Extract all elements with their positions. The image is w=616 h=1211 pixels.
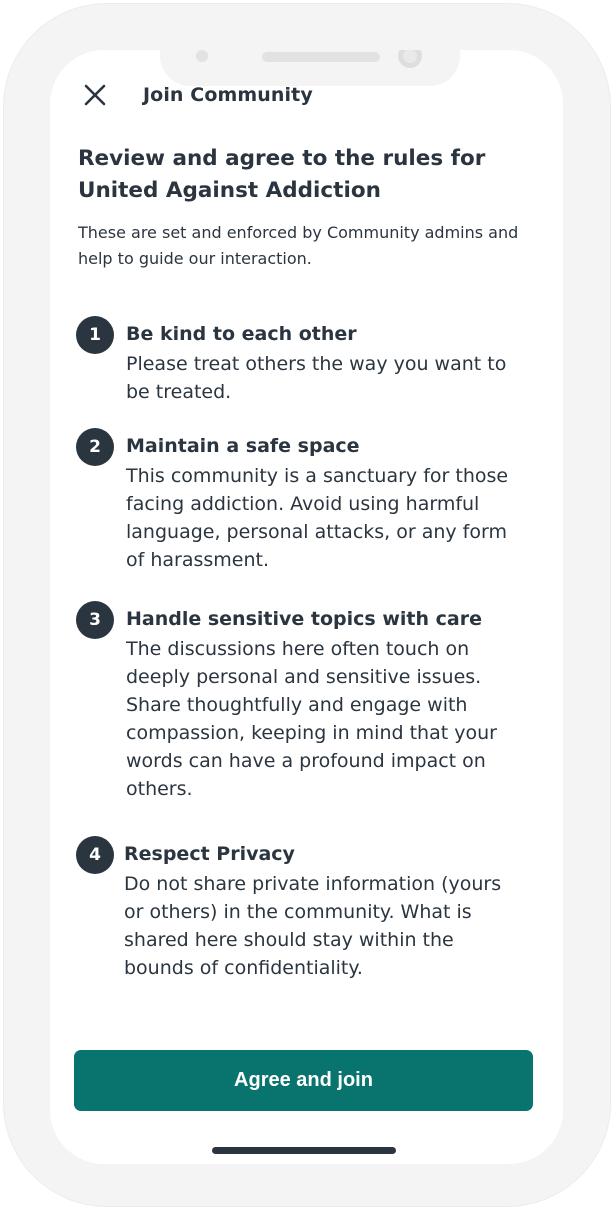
rule-description: Do not share private information (yours or others) in the community. What is shared here should stay within the bounds of confidentiality. [124, 873, 502, 979]
top-bar [80, 78, 313, 112]
rule-description: The discussions here often touch on deeply personal and sensitive issues. Share thoughtfully and engage with compassion, keeping in mind that your words can have a profound impact on others. [126, 638, 497, 800]
rule-title: Maintain a safe space [126, 435, 360, 457]
home-indicator[interactable] [212, 1147, 396, 1154]
rule-title: Be kind to each other [126, 323, 357, 345]
rule-description: Please treat others the way you want to be treated. [126, 353, 507, 403]
rule-number-badge: 4 [76, 836, 114, 874]
rule-title: Respect Privacy [124, 843, 295, 865]
speaker-grille [262, 52, 380, 62]
rule-number-badge: 3 [76, 601, 114, 639]
close-button[interactable] [80, 80, 110, 110]
sensor-dot [196, 50, 208, 62]
rule-title: Handle sensitive topics with care [126, 608, 482, 630]
rules-subtext: These are set and enforced by Community admins and help to guide our interaction. [78, 223, 519, 268]
close-icon [84, 84, 106, 106]
front-camera [398, 50, 422, 68]
rule-number-badge: 2 [76, 428, 114, 466]
rule-number-badge: 1 [76, 316, 114, 354]
rules-headline: Review and agree to the rules for United Against Addiction [78, 146, 486, 203]
page-title: Join Community [143, 84, 313, 106]
rule-description: This community is a sanctuary for those facing addiction. Avoid using harmful language, personal attacks, or any form of harassment. [126, 465, 509, 571]
agree-and-join-button[interactable]: Agree and join [74, 1050, 533, 1111]
